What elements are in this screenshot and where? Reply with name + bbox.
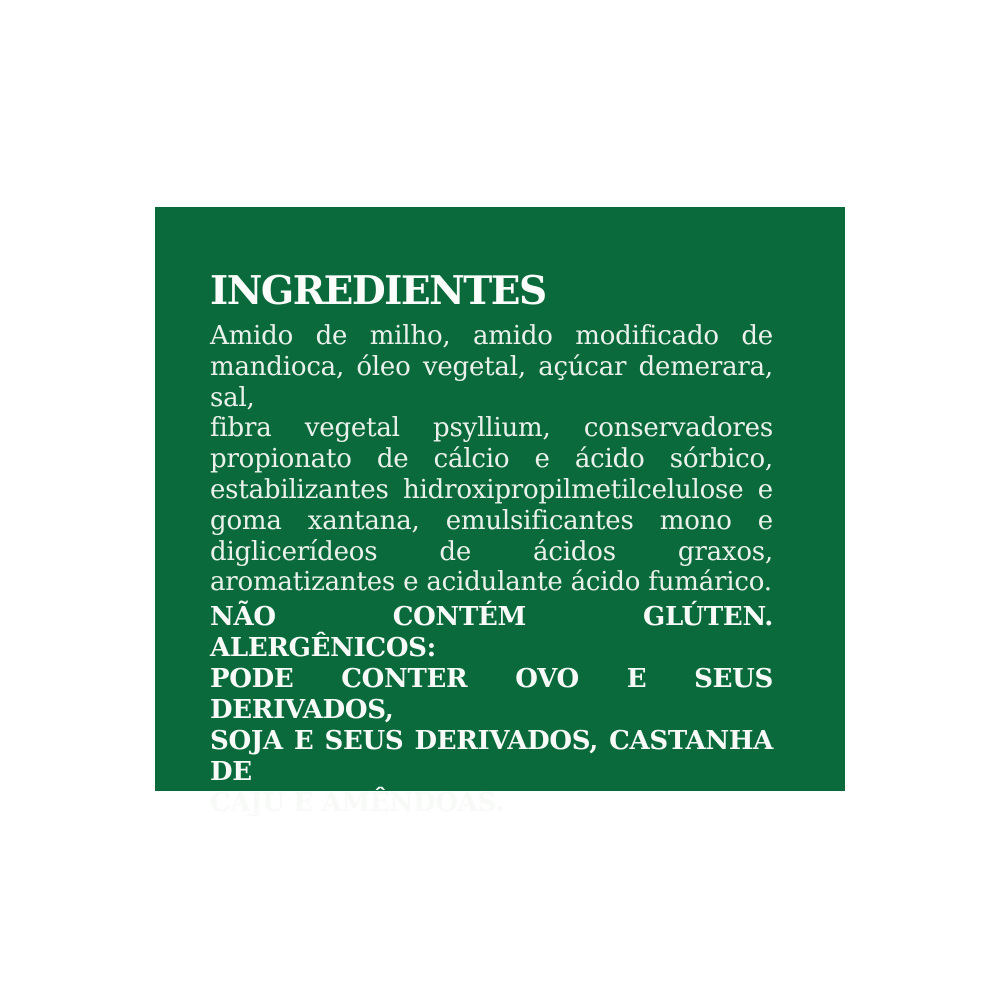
text-line: propionato de cálcio e ácido sórbico, (210, 444, 773, 475)
text-line: fibra vegetal psyllium, conservadores (210, 413, 773, 444)
text-line: estabilizantes hidroxipropilmetilcelulose e (210, 474, 773, 505)
text-line: mandioca, óleo vegetal, açúcar demerara, sal, (210, 351, 773, 413)
text-line: diglicerídeos de ácidos graxos, (210, 536, 773, 567)
text-line: CAJU E AMÊNDOAS. (210, 788, 504, 818)
text-line: Amido de milho, amido modificado de (210, 321, 773, 351)
allergen-paragraph (210, 602, 773, 819)
text-line: SOJA E SEUS DERIVADOS, CASTANHA DE (210, 726, 773, 787)
text-line: PODE CONTER OVO E SEUS DERIVADOS, (210, 664, 773, 725)
text-line: goma xantana, emulsificantes mono e (210, 505, 773, 536)
text-line: NÃO CONTÉM GLÚTEN. ALERGÊNICOS: (210, 602, 773, 663)
text-line: aromatizantes e acidulante ácido fumárico. (210, 567, 772, 598)
ingredients-title: INGREDIENTES (210, 268, 546, 314)
ingredients-paragraph (210, 321, 773, 598)
